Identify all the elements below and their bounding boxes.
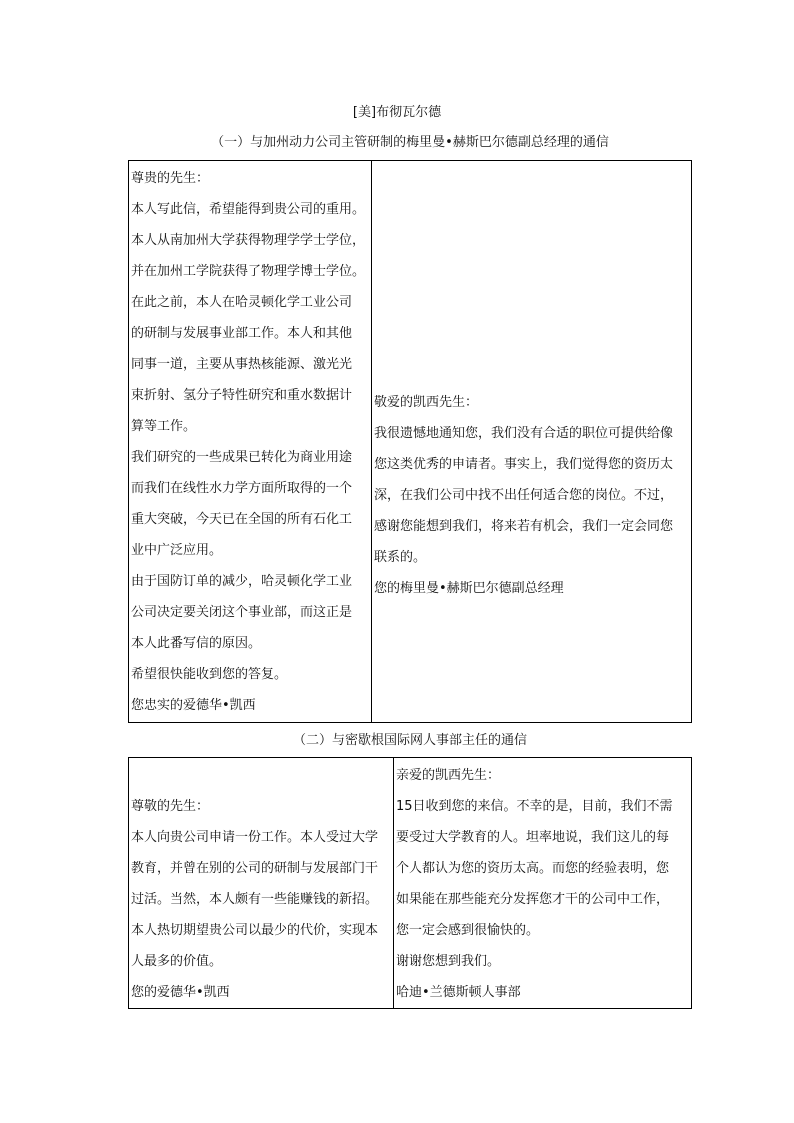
letter-body (396, 758, 691, 1009)
letter-line: 教育，并曾在别的公司的研制与发展部门干 (131, 861, 379, 876)
letter-line: 我很遗憾地通知您，我们没有合适的职位可提供给像 (374, 426, 674, 441)
letter-line: 业中广泛应用。 (131, 543, 223, 558)
letter-line: 要受过大学教育的人。坦率地说，我们这儿的每 (396, 830, 670, 845)
letter-line: 敬爱的凯西先生： (374, 395, 479, 410)
letter-body (131, 758, 393, 1009)
reply-from-personnel-department (394, 758, 692, 1009)
letter-line: 您这类优秀的申请者。事实上，我们觉得您的资历太 (374, 457, 674, 472)
letter-line: 本人热切期望贵公司以最少的代价，实现本 (131, 923, 379, 938)
letter-line: 由于国防订单的减少，哈灵顿化学工业 (131, 574, 353, 589)
letters-table-2 (128, 757, 692, 1009)
section-2-title: （二）与密歇根国际网人事部主任的通信 (292, 733, 527, 748)
letter-line: 感谢您能想到我们，将来若有机会，我们一定会同您 (374, 519, 674, 534)
letter-line: 15日收到您的来信。不幸的是，目前，我们不需 (396, 799, 673, 814)
letter-line: 深，在我们公司中找不出任何适合您的岗位。不过， (374, 488, 674, 503)
letter-line: 我们研究的一些成果已转化为商业用途 (131, 450, 353, 465)
letter-line: 您一定会感到很愉快的。 (396, 923, 540, 938)
table-row (129, 758, 692, 1009)
letter-line: 哈迪•兰德斯顿人事部 (396, 985, 521, 1000)
letter-line: 联系的。 (374, 550, 427, 565)
letter-line: 个人都认为您的资历太高。而您的经验表明，您 (396, 861, 670, 876)
letter-line: 人最多的价值。 (131, 954, 223, 969)
letter-line: 的研制与发展事业部工作。本人和其他 (131, 326, 353, 341)
letter-line: 您的爱德华•凯西 (131, 985, 230, 1000)
letter-line: 如果能在那些能充分发挥您才干的公司中工作， (396, 892, 670, 907)
letter-body (131, 161, 371, 723)
letter-body (374, 161, 691, 723)
letter-line: 本人从南加州大学获得物理学学士学位， (131, 233, 366, 248)
letter-line: 谢谢您想到我们。 (396, 954, 501, 969)
letter-line: 您忠实的爱德华•凯西 (131, 698, 256, 713)
letter-from-kasey-2 (129, 758, 394, 1009)
letter-line: 公司决定要关闭这个事业部，而这正是 (131, 605, 353, 620)
letter-line: 亲爱的凯西先生： (396, 768, 501, 783)
letter-line: 同事一道，主要从事热核能源、激光光 (131, 357, 353, 372)
letter-line: 过活。当然，本人颇有一些能赚钱的新招。 (131, 892, 379, 907)
letter-line: 在此之前，本人在哈灵顿化学工业公司 (131, 295, 353, 310)
letter-line: 算等工作。 (131, 419, 197, 434)
letter-line: 本人此番写信的原因。 (131, 636, 262, 651)
letter-line: 而我们在线性水力学方面所取得的一个 (131, 481, 353, 496)
reply-from-vice-manager (372, 161, 692, 723)
letter-line: 本人写此信，希望能得到贵公司的重用。 (131, 202, 366, 217)
letter-line: 尊敬的先生： (131, 799, 210, 814)
letter-line: 尊贵的先生： (131, 171, 210, 186)
section-1-title: （一）与加州动力公司主管研制的梅里曼•赫斯巴尔德副总经理的通信 (211, 135, 609, 150)
letter-line: 重大突破，今天已在全国的所有石化工 (131, 512, 353, 527)
letters-table-1 (128, 160, 692, 723)
letter-line: 希望很快能收到您的答复。 (131, 667, 288, 682)
author-line: [美]布彻瓦尔德 (352, 105, 442, 120)
letter-from-kasey-1 (129, 161, 372, 723)
letter-line: 本人向贵公司申请一份工作。本人受过大学 (131, 830, 379, 845)
letter-line: 束折射、氢分子特性研究和重水数据计 (131, 388, 353, 403)
table-row (129, 161, 692, 723)
letter-line: 您的梅里曼•赫斯巴尔德副总经理 (374, 581, 564, 596)
letter-line: 并在加州工学院获得了物理学博士学位。 (131, 264, 366, 279)
